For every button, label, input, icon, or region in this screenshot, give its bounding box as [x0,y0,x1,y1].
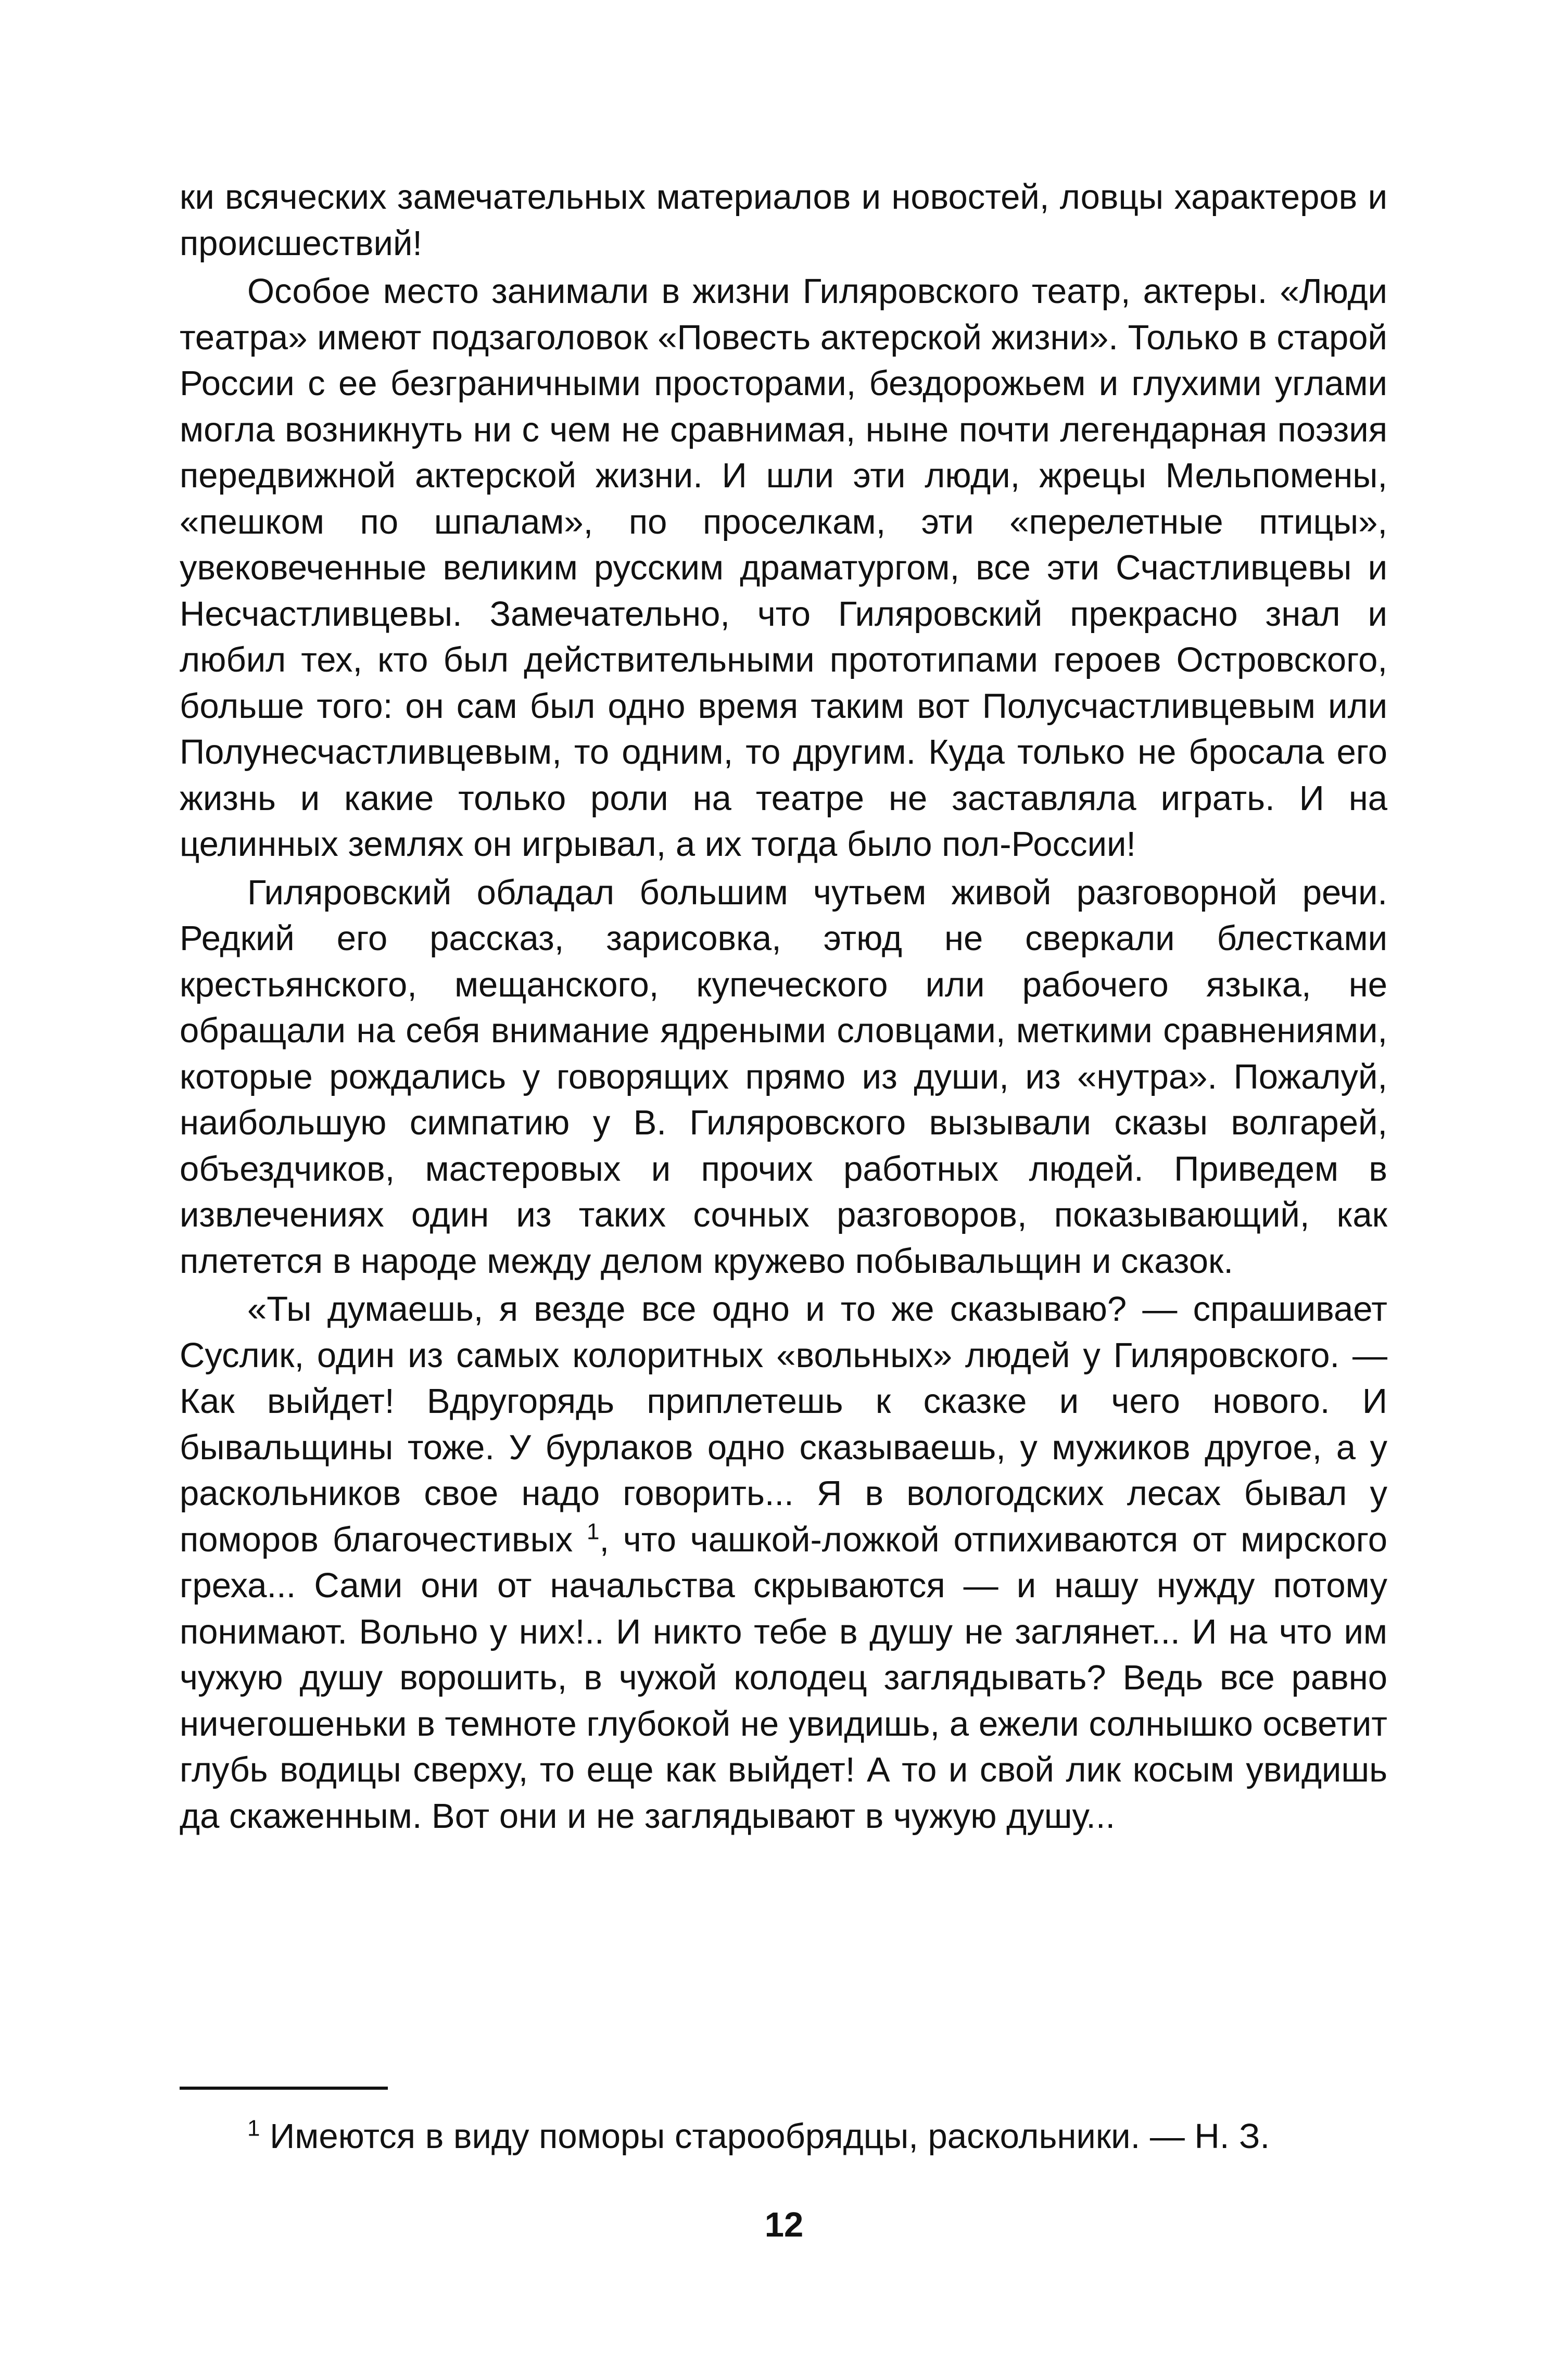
footnote-marker: 1 [247,2115,260,2141]
footnote [180,2114,1387,2159]
page-body [180,174,1387,1841]
paragraph-4 [180,1286,1387,1839]
footnote-reference[interactable]: 1 [587,1519,600,1545]
footnote-text: Имеются в виду поморы старообрядцы, раскольники. — Н. З. [270,2117,1270,2156]
paragraph-2: Особое место занимали в жизни Гиляровского театр, актеры. «Люди театра» имеют подзаголовок «Повесть актерской жизни». Только в старой России с ее безграничными просторами, бездорожьем и глухими углами могла возникнуть ни с чем не сравнимая, ныне почти легендарная поэзия передвижной актерской жизни. И шли эти люди, жрецы Мельпомены, «пешком по шпалам», по проселкам, эти «перелетные птицы», увековеченные великим русским драматургом, все эти Счастливцевы и Несчастливцевы. Замечательно, что Гиляровский прекрасно знал и любил тех, кто был действительными прототипами героев Островского, больше того: он сам был одно время таким вот Полусчастливцевым или Полунесчастливцевым, то одним, то другим. Куда только не бросала его жизнь и какие только роли на театре не заставляла играть. И на целинных землях он игрывал, а их тогда было пол-России! [180,272,1387,864]
paragraph-4-start: «Ты думаешь, я везде все одно и то же сказываю? — спрашивает Суслик, один из самых колоритных «вольных» людей у Гиляровского. — Как выйдет! Вдругорядь приплетешь к сказке и чего нового. И бывальщины тоже. У бурлаков одно сказываешь, у мужиков другое, а у раскольников свое надо говорить... Я в вологодских лесах бывал у поморов благочестивых [180,1290,1387,1559]
paragraph-3: Гиляровский обладал большим чутьем живой разговорной речи. Редкий его рассказ, зарисовка, этюд не сверкали блестками крестьянского, мещанского, купеческого или рабочего языка, не обращали на себя внимание ядреными словцами, меткими сравнениями, которые рождались у говорящих прямо из души, из «нутра». Пожалуй, наибольшую симпатию у В. Гиляровского вызывали сказы волгарей, объездчиков, мастеровых и прочих работных людей. Приведем в извлечениях один из таких сочных разговоров, показывающий, как плетется в народе между делом кружево побывальщин и сказок. [180,873,1387,1281]
paragraph-4-end: , что чашкой-ложкой отпихиваются от мирского греха... Сами они от начальства скрываются — и нашу нужду потому понимают. Вольно у них!.. И никто тебе в душу не заглянет... И на что им чужую душу ворошить, в чужой колодец заглядывать? Ведь все равно ничегошеньки в темноте глубокой не увидишь, а ежели солнышко осветит глубь водицы сверху, то еще как выйдет! А то и свой лик косым увидишь да скаженным. Вот они и не заглядывают в чужую душу... [180,1520,1387,1836]
paragraph-1: ки всяческих замечательных материалов и новостей, ловцы характеров и происшествий! [180,178,1387,263]
page-number: 12 [764,2205,804,2244]
footnote-separator [180,2087,388,2090]
